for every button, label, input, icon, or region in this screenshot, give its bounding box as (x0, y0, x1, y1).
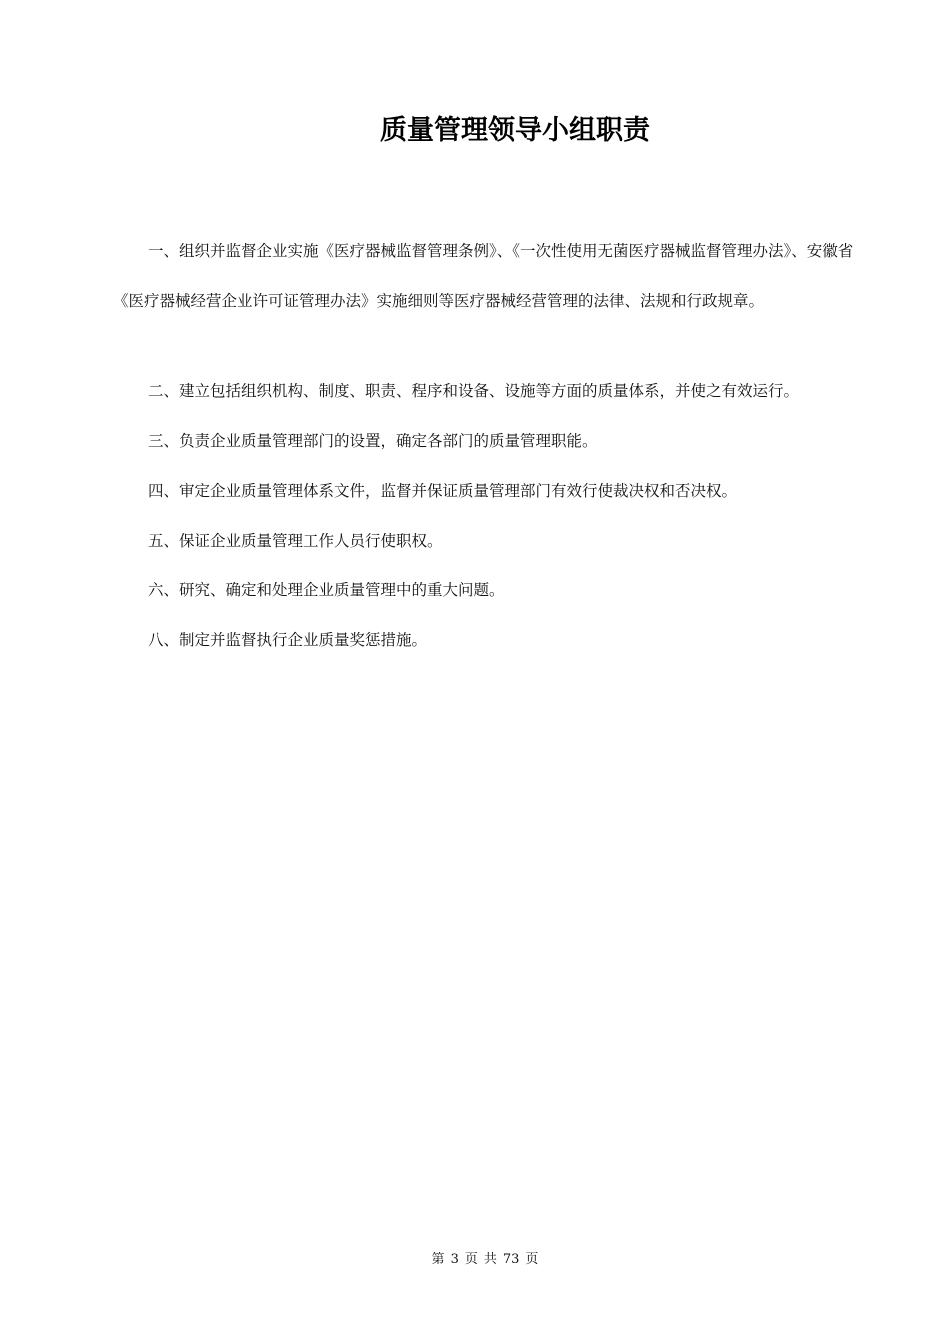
paragraph-1: 一、组织并监督企业实施《医疗器械监督管理条例》、《一次性使用无菌医疗器械监督管理办法》、安徽省《医疗器械经营企业许可证管理办法》实施细则等医疗器械经营管理的法律、法规和行政规章。 (113, 242, 854, 310)
paragraph-4: 四、审定企业质量管理体系文件，监督并保证质量管理部门有效行使裁决权和否决权。 (148, 482, 738, 500)
footer-prefix: 第 (431, 1252, 445, 1267)
paragraph-6: 六、研究、确定和处理企业质量管理中的重大问题。 (148, 581, 505, 599)
paragraph-5: 五、保证企业质量管理工作人员行使职权。 (148, 532, 443, 550)
footer-suffix: 页 (525, 1252, 539, 1267)
footer-total-pages: 73 (502, 1252, 520, 1267)
page-footer (0, 1248, 950, 1267)
paragraph-2: 二、建立包括组织机构、制度、职责、程序和设备、设施等方面的质量体系，并使之有效运行。 (148, 382, 800, 400)
footer-current-page: 3 (450, 1252, 459, 1267)
footer-mid1: 页 (464, 1252, 478, 1267)
footer-mid2: 共 (483, 1252, 497, 1267)
paragraph-7: 八、制定并监督执行企业质量奖惩措施。 (148, 631, 428, 649)
document-title: 质量管理领导小组职责 (380, 115, 650, 146)
paragraph-3: 三、负责企业质量管理部门的设置，确定各部门的质量管理职能。 (148, 432, 598, 450)
